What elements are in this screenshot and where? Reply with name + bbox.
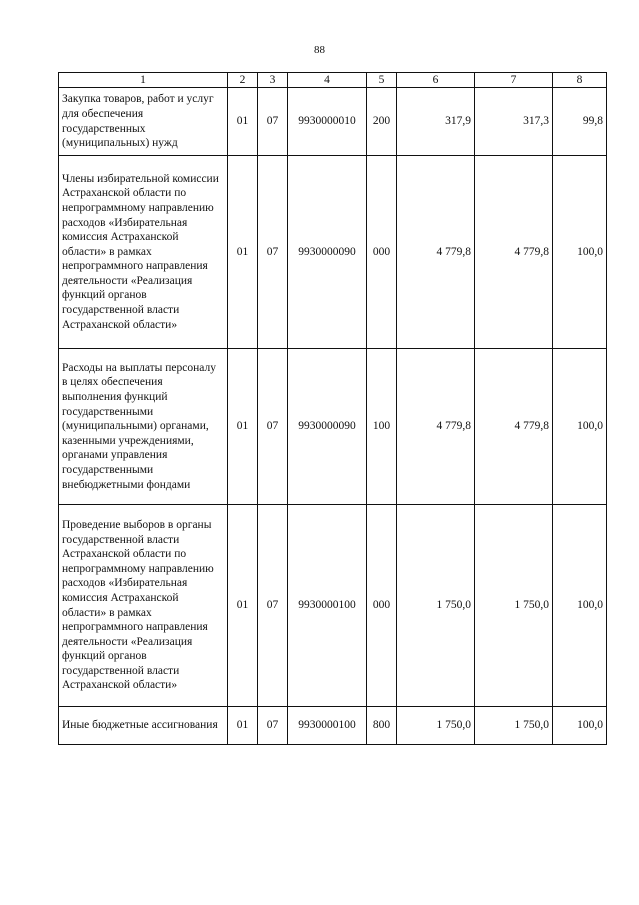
cell-section: 01: [228, 88, 258, 156]
cell-subsection: 07: [258, 505, 288, 707]
cell-subsection: 07: [258, 707, 288, 745]
cell-subsection: 07: [258, 156, 288, 349]
cell-value-7: 317,3: [475, 88, 553, 156]
cell-percent: 100,0: [553, 707, 607, 745]
cell-percent: 99,8: [553, 88, 607, 156]
cell-section: 01: [228, 156, 258, 349]
cell-expense-type: 800: [367, 707, 397, 745]
column-header: 2: [228, 73, 258, 88]
column-header: 6: [397, 73, 475, 88]
cell-target-article: 9930000100: [288, 505, 367, 707]
cell-target-article: 9930000010: [288, 88, 367, 156]
budget-table: [58, 72, 607, 745]
cell-target-article: 9930000090: [288, 156, 367, 349]
column-header: 8: [553, 73, 607, 88]
cell-value-7: 4 779,8: [475, 156, 553, 349]
cell-value-7: 4 779,8: [475, 349, 553, 505]
cell-subsection: 07: [258, 349, 288, 505]
table-row: [59, 707, 607, 745]
cell-expense-type: 000: [367, 156, 397, 349]
cell-percent: 100,0: [553, 156, 607, 349]
table-row: [59, 156, 607, 349]
column-header: 1: [59, 73, 228, 88]
table-header-row: [59, 73, 607, 88]
cell-section: 01: [228, 349, 258, 505]
cell-value-7: 1 750,0: [475, 505, 553, 707]
cell-value-6: 317,9: [397, 88, 475, 156]
table-row: [59, 349, 607, 505]
cell-percent: 100,0: [553, 505, 607, 707]
row-name: Члены избирательной комиссии Астраханской области по непрограммному направлению расходов «Избирательная комиссия Астраханской области» в рамках непрограммного направления деятельности «Реализация функций органов государственной власти Астраханской области»: [59, 156, 228, 349]
cell-expense-type: 100: [367, 349, 397, 505]
row-name: Проведение выборов в органы государственной власти Астраханской области по непрограммному направлению расходов «Избирательная комиссия Астраханской области» в рамках непрограммного направления деятельности «Реализация функций органов государственной власти Астраханской области»: [59, 505, 228, 707]
column-header: 7: [475, 73, 553, 88]
row-name: Иные бюджетные ассигнования: [59, 707, 228, 745]
cell-subsection: 07: [258, 88, 288, 156]
table-row: [59, 88, 607, 156]
row-name: Закупка товаров, работ и услуг для обеспечения государственных (муниципальных) нужд: [59, 88, 228, 156]
column-header: 4: [288, 73, 367, 88]
cell-section: 01: [228, 505, 258, 707]
cell-value-6: 1 750,0: [397, 505, 475, 707]
cell-target-article: 9930000100: [288, 707, 367, 745]
cell-value-7: 1 750,0: [475, 707, 553, 745]
column-header: 3: [258, 73, 288, 88]
cell-value-6: 1 750,0: [397, 707, 475, 745]
cell-value-6: 4 779,8: [397, 349, 475, 505]
page-number: 88: [314, 44, 325, 56]
cell-expense-type: 000: [367, 505, 397, 707]
cell-section: 01: [228, 707, 258, 745]
column-header: 5: [367, 73, 397, 88]
cell-target-article: 9930000090: [288, 349, 367, 505]
row-name: Расходы на выплаты персоналу в целях обеспечения выполнения функций государственными (муниципальными) органами, казенными учреждениями, органами управления государственными внебюджетными фондами: [59, 349, 228, 505]
cell-percent: 100,0: [553, 349, 607, 505]
cell-expense-type: 200: [367, 88, 397, 156]
cell-value-6: 4 779,8: [397, 156, 475, 349]
table-row: [59, 505, 607, 707]
